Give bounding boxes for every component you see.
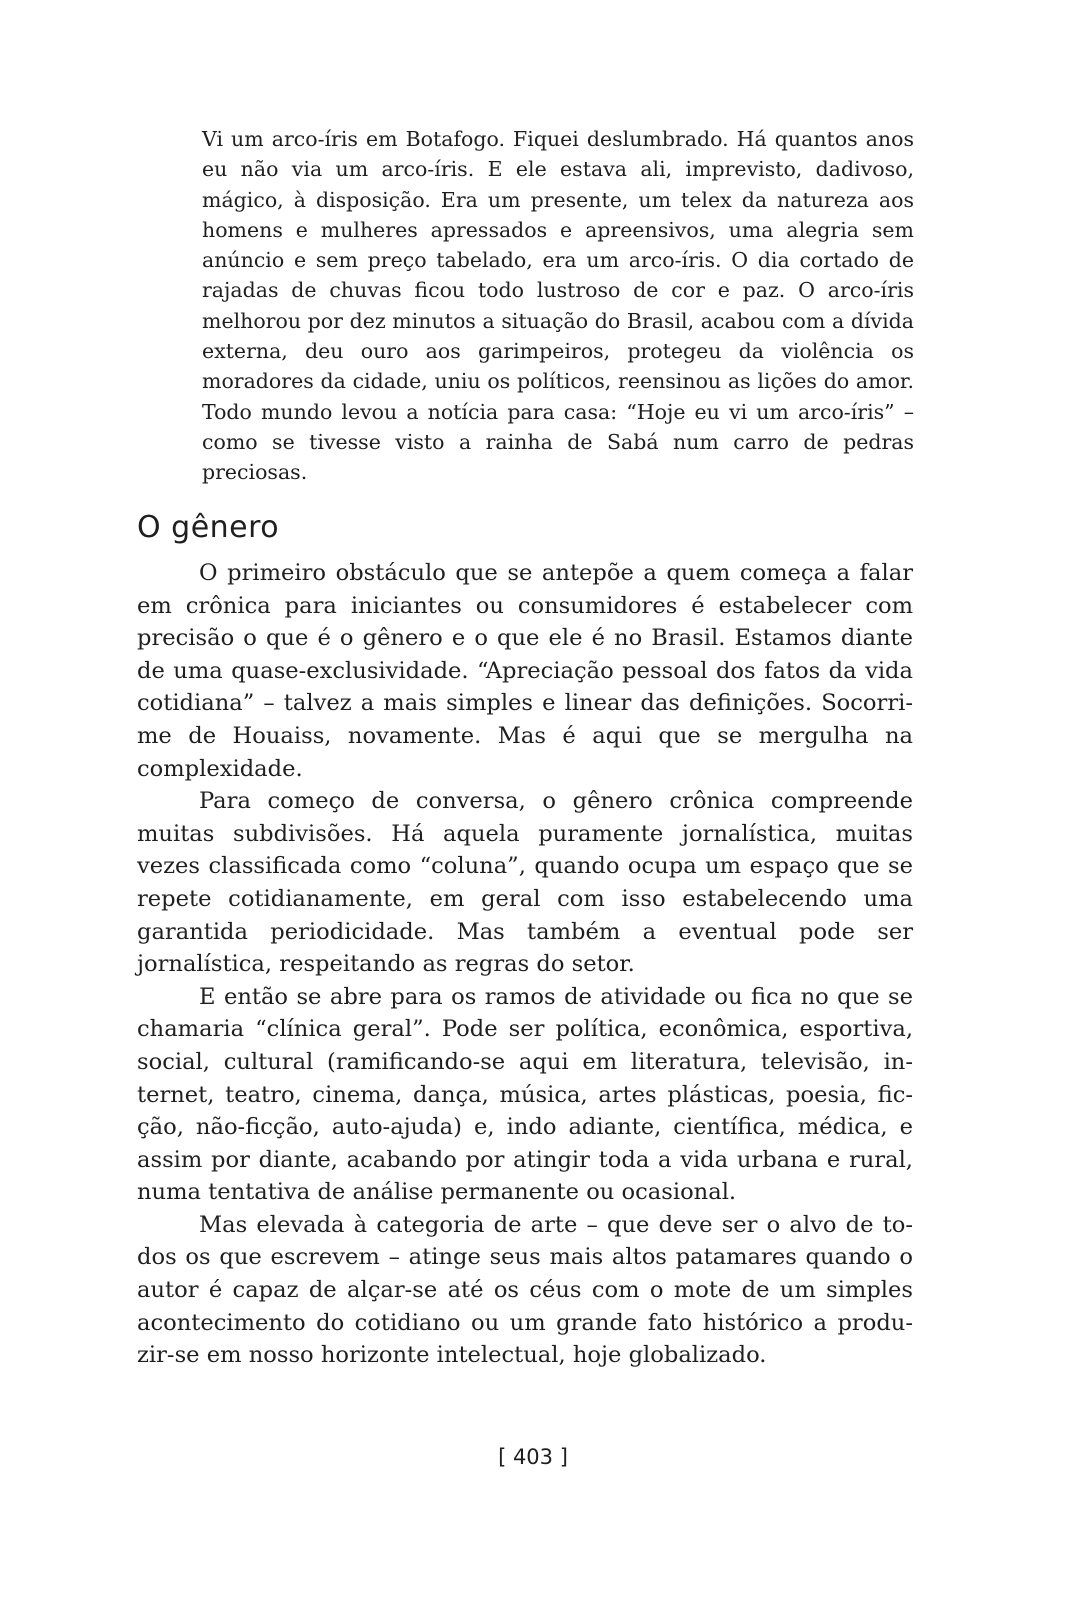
section-body <box>137 557 913 1372</box>
body-paragraph-1: O primeiro obstáculo que se antepõe a quem começa a falar em crônica para iniciantes ou consumidores é estabelecer com precisão o que é o gênero e o que ele é no Brasil. Estamos diante de uma quase-exclusividade. “Apreciação pessoal dos fatos da vida cotidiana” – talvez a mais simples e linear das definições. Socorri-me de Houaiss, novamente. Mas é aqui que se mergulha na complexidade. <box>137 560 913 782</box>
block-quote: Vi um arco-íris em Botafogo. Fiquei deslumbrado. Há quantos anos eu não via um arco-íris. E ele estava ali, imprevisto, dadivoso, mágico, à disposição. Era um presente, um telex da natureza aos homens e mulheres apressados e apreensivos, uma alegria sem anúncio e sem preço tabelado, era um arco-íris. O dia cortado de rajadas de chuvas ficou todo lustroso de cor e paz. O arco-íris melhorou por dez minutos a situação do Brasil, acabou com a dívida externa, deu ouro aos garimpeiros, protegeu da violência os moradores da cidade, uniu os políticos, reensinou as lições do amor. Todo mundo levou a notícia para casa: “Hoje eu vi um arco-íris” – como se tivesse visto a rainha de Sabá num carro de pedras preciosas. <box>202 127 914 485</box>
page-number: [ 403 ] <box>498 1445 568 1469</box>
body-paragraph-2: Para começo de conversa, o gênero crônica compreende muitas subdivisões. Há aquela puramente jornalística, muitas vezes classificada como “coluna”, quando ocupa um espaço que se repete cotidianamente, em geral com isso estabelecendo uma garantida periodicidade. Mas também a eventual pode ser jornalística, respeitando as regras do setor. <box>137 788 913 978</box>
body-paragraph-4: Mas elevada à categoria de arte – que deve ser o alvo de todos os que escrevem – atinge seus mais altos patamares quando o autor é capaz de alçar-se até os céus com o mote de um simples acontecimento do cotidiano ou um grande fato histórico a produzir-se em nosso horizonte intelectual, hoje globalizado. <box>137 1211 913 1369</box>
section-heading: O gênero <box>137 510 280 545</box>
body-paragraph-3: E então se abre para os ramos de atividade ou fica no que se chamaria “clínica geral”. Pode ser política, econômica, esportiva, social, cultural (ramificando-se aqui em literatura, televisão, internet, teatro, cinema, dança, música, artes plásticas, poesia, ficção, não-ficção, auto-ajuda) e, indo adiante, científica, médica, e assim por diante, acabando por atingir toda a vida urbana e rural, numa tentativa de análise permanente ou ocasional. <box>137 983 913 1206</box>
